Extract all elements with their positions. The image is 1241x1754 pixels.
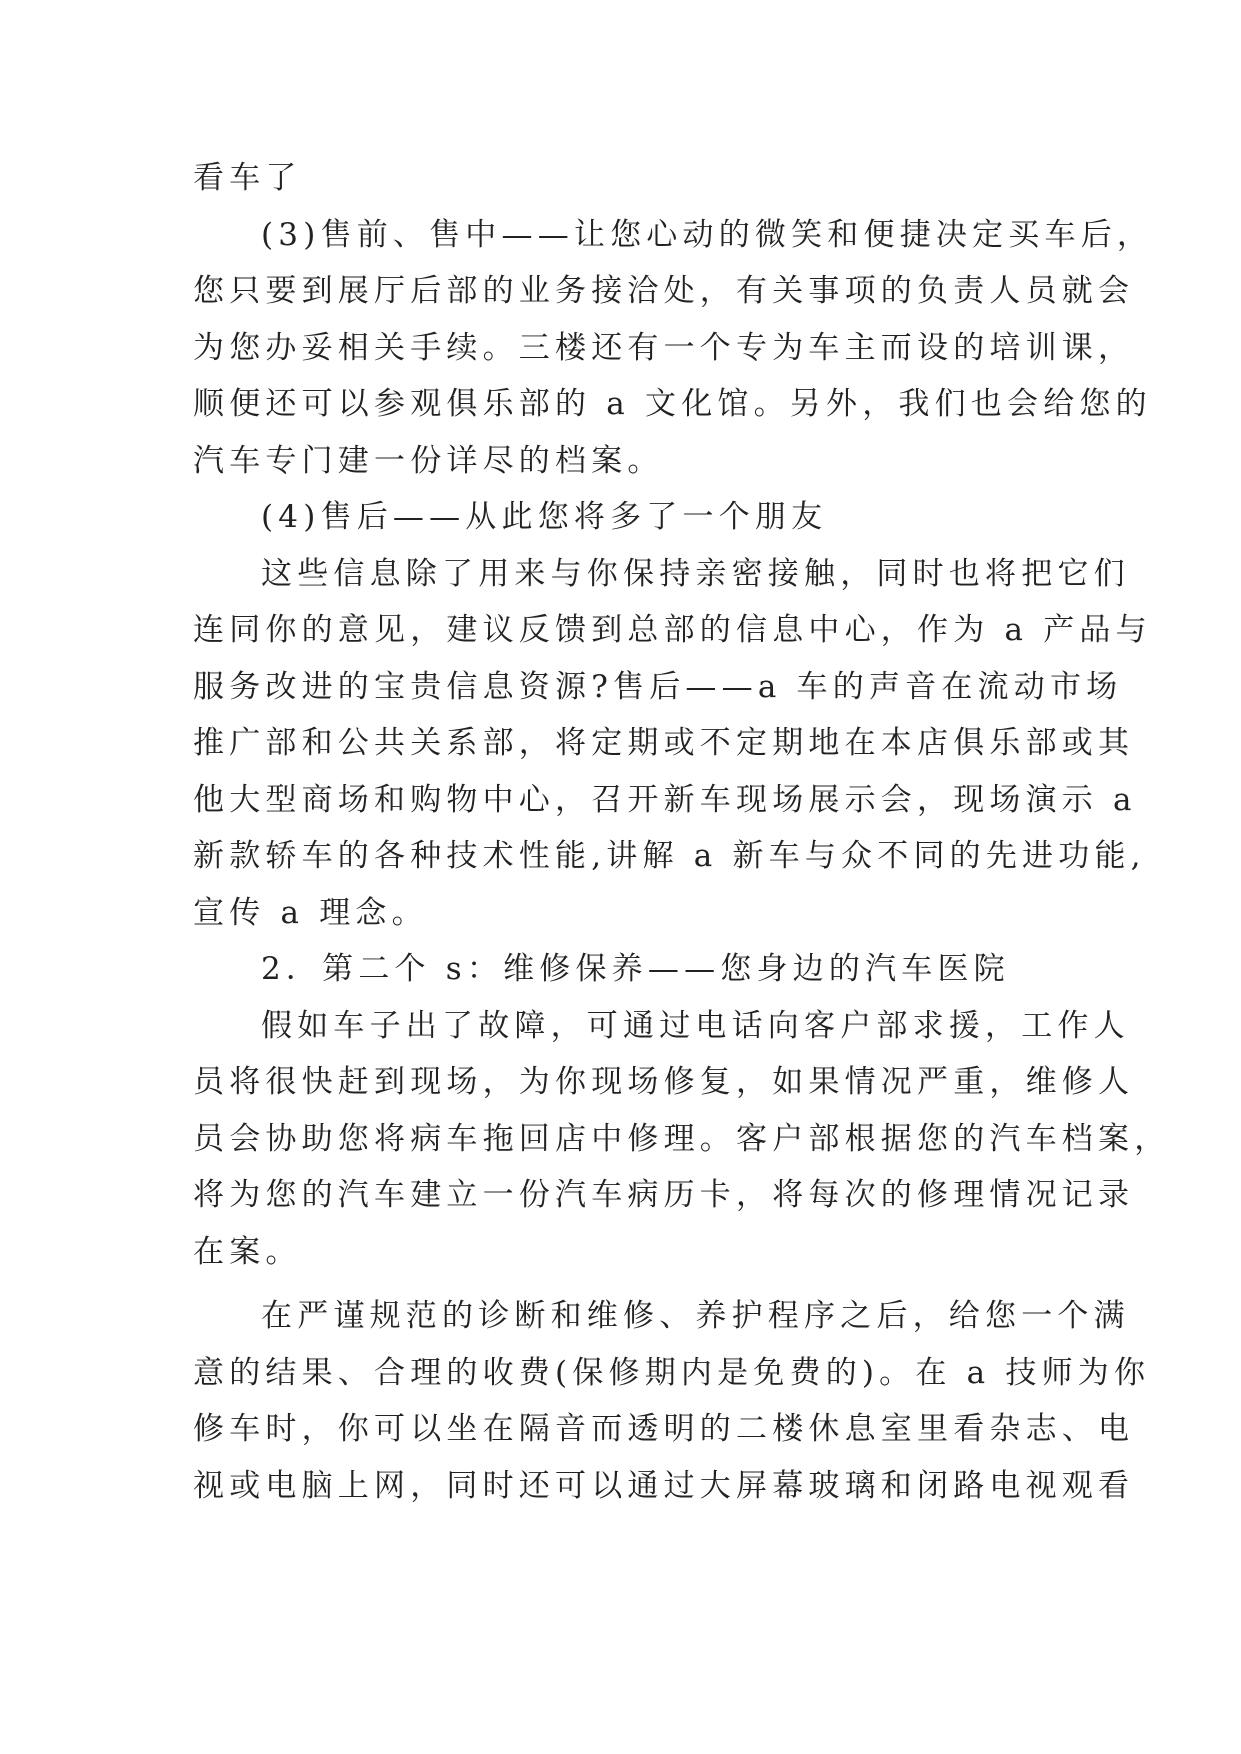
paragraph-line: 假如车子出了故障，可通过电话向客户部求援，工作人 [261, 1007, 1130, 1044]
paragraph-line: 视或电脑上网，同时还可以通过大屏幕玻璃和闭路电视观看 [193, 1467, 1135, 1504]
paragraph-line: 员会协助您将病车拖回店中修理。客户部根据您的汽车档案， [193, 1120, 1171, 1157]
paragraph-line: 这些信息除了用来与你保持亲密接触，同时也将把它们 [261, 555, 1130, 592]
paragraph-line: 意的结果、合理的收费(保修期内是免费的)。在 a 技师为你 [193, 1354, 1151, 1391]
paragraph-line: 为您办妥相关手续。三楼还有一个专为车主而设的培训课， [193, 329, 1135, 366]
paragraph-line: 看车了 [193, 160, 302, 196]
paragraph-line: 推广部和公共关系部，将定期或不定期地在本店俱乐部或其 [193, 725, 1135, 761]
document-body [193, 150, 1171, 1514]
paragraph-line: 汽车专门建一份详尽的档案。 [193, 442, 664, 479]
paragraph-line: 在严谨规范的诊断和维修、养护程序之后，给您一个满 [261, 1298, 1130, 1334]
section-heading: 2．第二个 s：维修保养——您身边的汽车医院 [261, 951, 1010, 987]
paragraph-line: 服务改进的宝贵信息资源?售后——a 车的声音在流动市场 [193, 668, 1123, 705]
paragraph-line: 新款轿车的各种技术性能,讲解 a 新车与众不同的先进功能, [193, 838, 1146, 874]
paragraph-line: 将为您的汽车建立一份汽车病历卡，将每次的修理情况记录 [193, 1177, 1135, 1213]
paragraph-line: 您只要到展厅后部的业务接洽处，有关事项的负责人员就会 [193, 273, 1135, 309]
paragraph-line: 在案。 [193, 1233, 302, 1270]
paragraph-line: 连同你的意见，建议反馈到总部的信息中心，作为 a 产品与 [193, 612, 1152, 648]
paragraph-line: 顺便还可以参观俱乐部的 a 文化馆。另外，我们也会给您的 [193, 386, 1152, 422]
paragraph-line: 宣传 a 理念。 [193, 894, 428, 931]
paragraph-line: (4)售后——从此您将多了一个朋友 [261, 499, 828, 535]
paragraph-line: 员将很快赶到现场，为你现场修复，如果情况严重，维修人 [193, 1064, 1135, 1100]
paragraph-line: 修车时，你可以坐在隔音而透明的二楼休息室里看杂志、电 [193, 1411, 1135, 1447]
paragraph-line: 他大型商场和购物中心，召开新车现场展示会，现场演示 a [193, 781, 1137, 818]
paragraph-line: (3)售前、售中——让您心动的微笑和便捷决定买车后， [261, 216, 1154, 253]
